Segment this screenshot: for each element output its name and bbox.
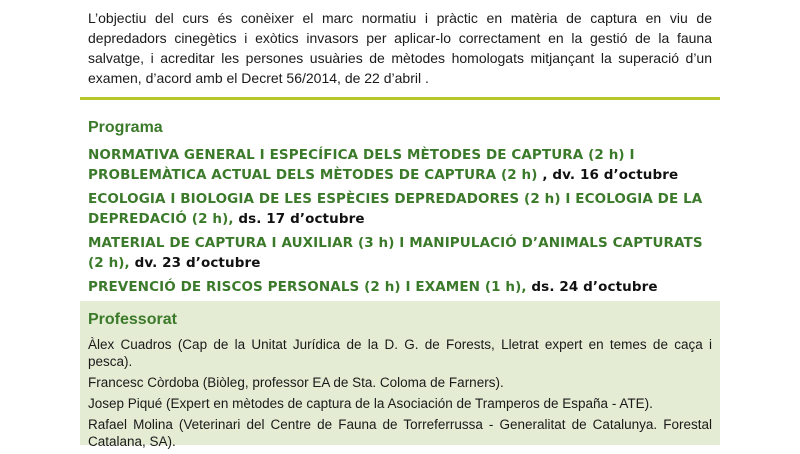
programa-item-text: MATERIAL DE CAPTURA I AUXILIAR (3 h) I MANIPULACIÓ D’ANIMALS CAPTURATS (2 h), bbox=[88, 235, 703, 271]
programa-item-date: ds. 17 d’octubre bbox=[238, 211, 365, 227]
teacher-entry: Àlex Cuadros (Cap de la Unitat Jurídica de la D. G. de Forests, Lletrat expert en temes de caça i pesca). bbox=[88, 337, 712, 369]
programa-heading: Programa bbox=[88, 119, 163, 136]
programa-item-date: , dv. 16 d’octubre bbox=[542, 167, 679, 183]
programa-item-text: PREVENCIÓ DE RISCOS PERSONALS (2 h) I EXAMEN (1 h), bbox=[88, 279, 532, 295]
course-objective-paragraph bbox=[88, 8, 712, 88]
programa-item-date: dv. 23 d’octubre bbox=[134, 255, 261, 271]
section-divider bbox=[80, 97, 720, 100]
programa-item bbox=[88, 145, 712, 185]
programa-item bbox=[88, 277, 712, 297]
programa-item bbox=[88, 233, 712, 273]
programa-item-date: ds. 24 d’octubre bbox=[531, 279, 658, 295]
professorat-heading: Professorat bbox=[88, 311, 177, 328]
programa-item-text: NORMATIVA GENERAL I ESPECÍFICA DELS MÈTODES DE CAPTURA (2 h) I PROBLEMÀTICA ACTUAL DELS MÈTODES DE CAPTURA (2 h) bbox=[88, 147, 635, 183]
teacher-entry: Rafael Molina (Veterinari del Centre de Fauna de Torreferrussa - Generalitat de Catalunya. Forestal Catalana, SA). bbox=[88, 417, 712, 449]
programa-item-text: ECOLOGIA I BIOLOGIA DE LES ESPÈCIES DEPREDADORES (2 h) I ECOLOGIA DE LA DEPREDACIÓ (2 h), bbox=[88, 191, 703, 227]
programa-item bbox=[88, 189, 712, 229]
teacher-entry: Josep Piqué (Expert en mètodes de captura de la Asociación de Tramperos de España - ATE). bbox=[88, 396, 653, 411]
teacher-entry: Francesc Còrdoba (Biòleg, professor EA de Sta. Coloma de Farners). bbox=[88, 375, 504, 390]
objective-text: L’objectiu del curs és conèixer el marc normatiu i pràctic en matèria de captura en viu de depredadors cinegètics i exòtics invasors per aplicar-lo correctament en la gestió de la fauna salvatge, i acreditar les persones usuàries de mètodes homologats mitjançant la superació d’un examen, d’acord amb el Decret 56/2014, de 22 d’abril . bbox=[88, 10, 712, 86]
professorat-section bbox=[88, 309, 712, 454]
programa-section bbox=[88, 117, 712, 301]
